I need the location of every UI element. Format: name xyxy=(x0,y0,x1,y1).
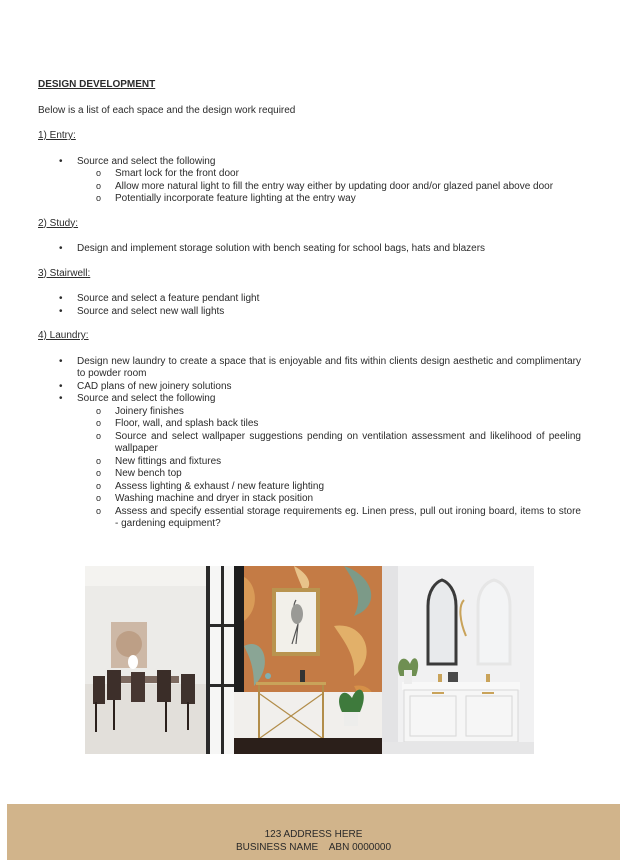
laundry-list xyxy=(38,356,581,531)
sublist-item: o Floor, wall, and splash back tiles xyxy=(115,418,581,431)
dining-room-illustration xyxy=(85,566,234,754)
sublist-item: o Washing machine and dryer in stack position xyxy=(115,493,581,506)
sublist-item: o Smart lock for the front door xyxy=(115,168,581,181)
study-list xyxy=(38,243,581,256)
list-item xyxy=(77,156,581,206)
section-title-entry: 1) Entry: xyxy=(38,130,76,141)
sublist-item: o Joinery finishes xyxy=(115,406,581,419)
section-study xyxy=(38,218,581,256)
entry-sublist xyxy=(77,168,581,206)
sublist-item: o Source and select wallpaper suggestions pending on ventilation assessment and likelihood of peeling wallpaper xyxy=(115,431,581,456)
mood-image-collage xyxy=(85,566,534,754)
sublist-item: o New fittings and fixtures xyxy=(115,456,581,469)
wallpaper-room-image xyxy=(234,566,382,754)
sublist-item: o New bench top xyxy=(115,468,581,481)
list-item xyxy=(77,393,581,531)
section-stairwell xyxy=(38,268,581,319)
list-item: • CAD plans of new joinery solutions xyxy=(77,381,581,394)
section-title-stairwell: 3) Stairwell: xyxy=(38,267,91,279)
list-item-text: Source and select the following xyxy=(77,155,216,167)
list-item: • Design and implement storage solution with bench seating for school bags, hats and blazers xyxy=(77,243,581,256)
dining-room-image xyxy=(85,566,234,754)
list-item: • Design new laundry to create a space that is enjoyable and fits within clients design aesthetic and complimentary to powder room xyxy=(77,356,581,381)
section-laundry xyxy=(38,330,581,531)
sublist-item: o Allow more natural light to fill the entry way either by updating door and/or glazed panel above door xyxy=(115,181,581,194)
stairwell-list xyxy=(38,293,581,318)
sublist-item: o Assess and specify essential storage requirements eg. Linen press, pull out ironing board, items to store - gardening equipment? xyxy=(115,506,581,531)
bathroom-vanity-illustration xyxy=(382,566,534,754)
list-item: • Source and select new wall lights xyxy=(77,306,581,319)
laundry-sublist xyxy=(77,406,581,531)
page-title: DESIGN DEVELOPMENT xyxy=(38,79,156,90)
section-entry xyxy=(38,130,581,206)
footer-band xyxy=(7,804,620,860)
list-item-text: Source and select the following xyxy=(77,393,216,404)
footer-address: 123 ADDRESS HERE xyxy=(264,829,363,840)
entry-list xyxy=(38,156,581,206)
section-title-laundry: 4) Laundry: xyxy=(38,330,89,341)
list-item: • Source and select a feature pendant light xyxy=(77,293,581,306)
document-body xyxy=(38,79,581,543)
sublist-item: o Potentially incorporate feature lighting at the entry way xyxy=(115,193,581,206)
wallpaper-room-illustration xyxy=(234,566,382,754)
bathroom-vanity-image xyxy=(382,566,534,754)
intro-text: Below is a list of each space and the design work required xyxy=(38,104,296,116)
footer-business: BUSINESS NAME ABN 0000000 xyxy=(235,842,392,853)
section-title-study: 2) Study: xyxy=(38,217,79,229)
sublist-item: o Assess lighting & exhaust / new feature lighting xyxy=(115,481,581,494)
